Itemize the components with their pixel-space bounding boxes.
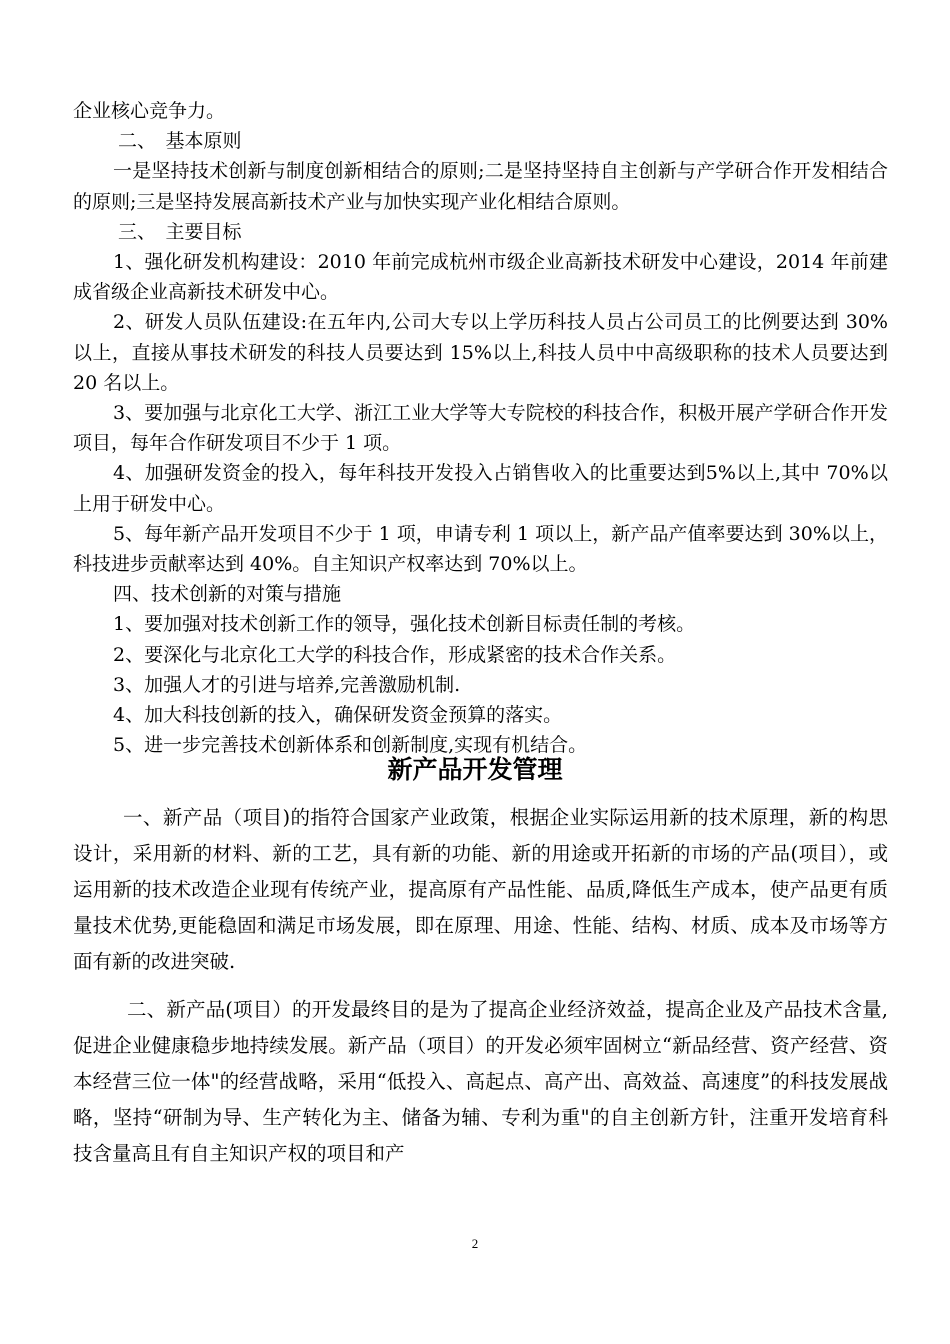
goal-item-2: 2、研发人员队伍建设:在五年内,公司大专以上学历科技人员占公司员工的比例要达到 30%以上，直接从事技术研发的科技人员要达到 15%以上,科技人员中中高级职称的技术人员要达到 20 名以上。 — [73, 311, 888, 394]
measure-item-3: 3、加强人才的引进与培养,完善激励机制. — [113, 673, 461, 696]
paragraph-principles: 一是坚持技术创新与制度创新相结合的原则;二是坚持坚持自主创新与产学研合作开发相结合的原则;三是坚持发展高新技术产业与加快实现产业化相结合原则。 — [73, 160, 888, 213]
goal-item-5: 5、每年新产品开发项目不少于 1 项，申请专利 1 项以上，新产品产值率要达到 30%以上，科技进步贡献率达到 40%。自主知识产权率达到 70%以上。 — [73, 522, 888, 576]
section-new-product-management — [73, 800, 888, 1172]
page-number: 2 — [471, 1236, 479, 1251]
heading-main-goals: 三、 主要目标 — [118, 220, 242, 243]
intro-line: 企业核心竞争力。 — [73, 100, 226, 122]
measure-item-1: 1、要加强对技术创新工作的领导，强化技术创新目标责任制的考核。 — [113, 613, 696, 636]
goal-item-4: 4、加强研发资金的投入，每年科技开发投入占销售收入的比重要达到5%以上,其中 70%以上用于研发中心。 — [73, 462, 888, 515]
goal-item-1: 1、强化研发机构建设：2010 年前完成杭州市级企业高新技术研发中心建设，2014 年前建成省级企业高新技术研发中心。 — [73, 251, 888, 304]
measure-item-4: 4、加大科技创新的技入，确保研发资金预算的落实。 — [113, 704, 563, 727]
paragraph-definition: 一、新产品（项目)的指符合国家产业政策，根据企业实际运用新的技术原理，新的构思设计，采用新的材料、新的工艺，具有新的功能、新的用途或开拓新的市场的产品(项目），或运用新的技术改造企业现有传统产业，提高原有产品性能、品质,降低生产成本，使产品更有质量技术优势,更能稳固和满足市场发展，即在原理、用途、性能、结构、材质、成本及市场等方面有新的改进突破. — [73, 806, 888, 973]
measure-item-5: 5、进一步完善技术创新体系和创新制度,实现有机结合。 — [113, 734, 588, 757]
heading-basic-principles: 二、 基本原则 — [118, 130, 242, 153]
measure-item-2: 2、要深化与北京化工大学的科技合作，形成紧密的技术合作关系。 — [113, 643, 677, 666]
paragraph-purpose: 二、新产品(项目）的开发最终目的是为了提高企业经济效益，提高企业及产品技术含量,促进企业健康稳步地持续发展。新产品（项目）的开发必须牢固树立“新品经营、资产经营、资本经营三位一体"的经营战略，采用“低投入、高起点、高产出、高效益、高速度”的科技发展战略，坚持“研制为导、生产转化为主、储备为辅、专利为重"的自主创新方针，注重开发培育科技含量高且有自主知识产权的项目和产 — [73, 998, 888, 1165]
goal-item-3: 3、要加强与北京化工大学、浙江工业大学等大专院校的科技合作，积极开展产学研合作开发项目，每年合作研发项目不少于 1 项。 — [73, 402, 888, 455]
section-innovation-plan — [73, 96, 888, 760]
heading-measures: 四、技术创新的对策与措施 — [113, 583, 342, 606]
section-title: 新产品开发管理 — [387, 755, 563, 784]
